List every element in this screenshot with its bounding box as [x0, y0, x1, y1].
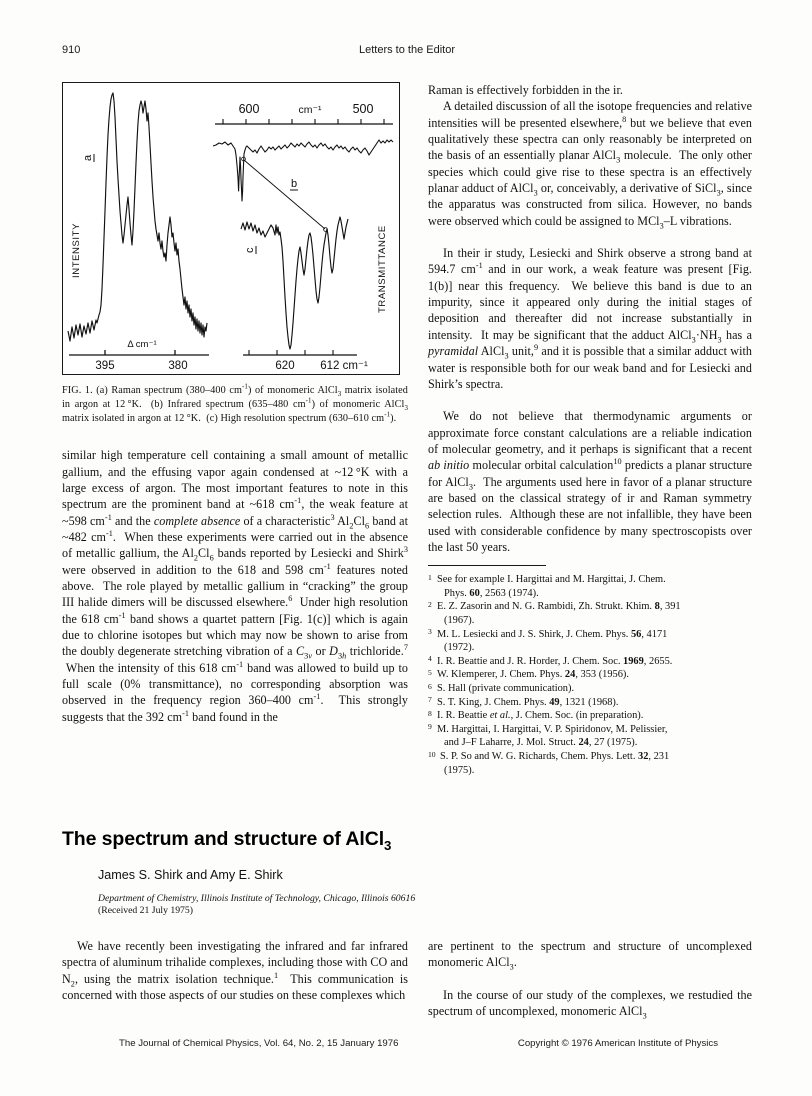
article-received-date: (Received 21 July 1975) — [98, 905, 193, 916]
references-list — [428, 573, 752, 777]
reference-item: 8 I. R. Beattie et al., J. Chem. Soc. (in preparation). — [428, 708, 644, 722]
reference-item: 5 W. Klemperer, J. Chem. Phys. 24, 353 (1956). — [428, 667, 629, 681]
paragraph-raman-forbidden: Raman is effectively forbidden in the ir. — [428, 83, 623, 97]
reference-number: 5 — [428, 667, 432, 677]
reference-number: 7 — [428, 695, 432, 705]
footer-journal-line: The Journal of Chemical Physics, Vol. 64, No. 2, 15 January 1976 — [119, 1038, 399, 1049]
reference-number: 3 — [428, 627, 432, 637]
raman-tick-395: 395 — [95, 360, 115, 372]
reference-number: 9 — [428, 722, 432, 732]
left-column — [62, 82, 408, 725]
raman-tick-380: 380 — [168, 360, 188, 372]
paragraph-detailed-discussion: A detailed discussion of all the isotope frequencies and relative intensities will be presented elsewhere,$^8$ but we believe that even qualitatively these spectra can only reasonably be interpreted on the basis of an essentially planar AlCl$_3$ molecule. The only other species which could give rise to these spectra is an effectively planar adduct of AlCl$_3$ or, conceivably, a derivative of SiCl$_3$, since the apparatus was constructed from silica. However, no bands were observed which could be assigned to MCl$_3$–L vibrations. — [428, 99, 753, 231]
reference-number: 4 — [428, 654, 432, 664]
paragraph-continuation: similar high temperature cell containing a small amount of metallic gallium, and the effusing vapor again condensed at ~12 °K with a large excess of argon. The most important features to note in this spectrum are the prominent band at ~618 $cm^{-1}$, the weak feature at ~598 $cm^{-1}$ and the complete absence of a characteristic$^3$ $Al_2Cl_6$ band at ~482 $cm^{-1}$. When these experiments were carried out in the absence of metallic gallium, the $Al_2Cl_6$ bands reported by Lesiecki and Shirk$^3$ were observed in addition to the 618 and 598 $cm^{-1}$ features noted above. The role played by metallic gallium in “cracking” the group III halide dimers will be discussed elsewhere.$^6$ Under high resolution the 618 $cm^{-1}$ band shows a quartet pattern [Fig. 1(c)] which is again due to chlorine isotopes but which may now be shown to arise from the doubly degenerate stretching vibration of a $C_{3v}$ or $D_{3h}$ trichloride.$^7$ When the intensity of this 618 $cm^{-1}$ band was allowed to build up to full scale (0% transmittance), no corresponding absorption was observed in the frequency region 360–400 $cm^{-1}$. This strongly suggests that the 392 $cm^{-1}$ band found in the — [62, 448, 408, 724]
svg-text:c: c — [244, 247, 256, 253]
reference-number: 10 — [428, 749, 436, 759]
ir-tick-600: 600 — [238, 102, 260, 116]
intensity-axis-label: INTENSITY — [71, 222, 82, 278]
reference-item: 2 E. Z. Zasorin and N. G. Rambidi, Zh. Strukt. Khim. 8, 391 (1967). — [428, 599, 681, 627]
reference-item: 9 M. Hargittai, I. Hargittai, V. P. Spiridonov, M. Pelissier, and J–F Laharre, J. Mol. Struct. 24, 27 (1975). — [428, 722, 668, 749]
reference-item: 10 S. P. So and W. G. Richards, Chem. Phys. Lett. 32, 231 (1975). — [428, 749, 670, 776]
reference-number: 6 — [428, 681, 432, 691]
reference-item: 6 S. Hall (private communication). — [428, 681, 575, 695]
article2-paragraph-intro: We have recently been investigating the infrared and far infrared spectra of aluminum trihalide complexes, including those with CO and $N_2$, using the matrix isolation technique.$^1$ This communication is concerned with those aspects of our studies on these complexes which — [62, 939, 408, 1003]
running-head-title: Letters to the Editor — [359, 44, 455, 56]
reference-number: 1 — [428, 572, 432, 582]
reference-item: 7 S. T. King, J. Chem. Phys. 49, 1321 (1968). — [428, 695, 619, 708]
reference-item: 3 M. L. Lesiecki and J. S. Shirk, J. Chem. Phys. 56, 4171 (1972). — [428, 627, 668, 654]
reference-number: 8 — [428, 708, 432, 718]
paragraph-thermodynamic: We do not believe that thermodynamic arguments or approximate force constant calculations are a reliable indication of molecular geometry, and it perhaps is significant that a recent ab initio molecular orbital calculation$^{10}$ predicts a planar structure for AlCl$_3$. The arguments used here in favor of a planar structure are based on the classical strategy of ir and Raman symmetry selection rules. Although these are not infallible, they have been used with considerable confidence by many spectroscopists over the last 50 years. — [428, 409, 752, 554]
svg-text:b: b — [290, 178, 298, 190]
ir-units-label: cm⁻¹ — [298, 104, 322, 116]
hires-tick-612: 612 cm⁻¹ — [320, 360, 368, 372]
page-number: 910 — [62, 44, 81, 56]
article-authors: James S. Shirk and Amy E. Shirk — [98, 868, 283, 882]
transmittance-axis-label: TRANSMITTANCE — [377, 225, 388, 313]
article-affiliation: Department of Chemistry, Illinois Institute of Technology, Chicago, Illinois 60616 — [98, 893, 416, 904]
paragraph-ir-study: In their ir study, Lesiecki and Shirk observe a strong band at 594.7 $cm^{-1}$ and in our work, a weak feature was present [Fig. 1(b)] near this frequency. We believe this band is due to an impurity, since it appeared only during the initial stages of deposition and thereafter did not increase substantially in intensity. It may be significant that the adduct $AlCl_3\cdot NH_3$ has a pyramidal AlCl$_3$ unit,$^9$ and it is possible that a similar adduct with water is responsible both for our weak band and for Lesiecki and Shirk’s spectra. — [428, 246, 752, 391]
raman-axis-units: Δ cm⁻¹ — [127, 339, 157, 350]
left-column-body — [62, 447, 408, 725]
article2-paragraph-course: In the course of our study of the complexes, we restudied the spectrum of uncomplexed, monomeric AlCl$_3$ — [428, 987, 752, 1021]
reference-item: 1 See for example I. Hargittai and M. Hargittai, J. Chem. Phys. 60, 2563 (1974). — [428, 572, 666, 599]
article-header — [62, 828, 752, 916]
footer-copyright: Copyright © 1976 American Institute of Physics — [517, 1038, 718, 1049]
references-rule — [428, 565, 546, 566]
ir-tick-500: 500 — [352, 102, 374, 116]
figure-panel-label-b — [290, 178, 298, 190]
hires-tick-620: 620 — [275, 360, 295, 372]
running-head — [62, 44, 752, 60]
article2-paragraph-pertinent: are pertinent to the spectrum and structure of uncomplexed monomeric AlCl$_3$. — [428, 939, 752, 972]
page-footer — [62, 1038, 752, 1052]
reference-number: 2 — [428, 599, 432, 609]
article2-left-column — [62, 938, 408, 1003]
figure-panel-label-a — [82, 154, 94, 162]
article-title: The spectrum and structure of AlCl$_3$ — [62, 828, 392, 853]
right-column-body — [428, 82, 752, 555]
article2-right-column — [428, 938, 752, 1019]
figure-1 — [62, 82, 400, 375]
right-column — [428, 82, 752, 777]
figure-1-plot — [63, 83, 399, 374]
reference-item: 4 I. R. Beattie and J. R. Horder, J. Chem. Soc. 1969, 2655. — [428, 654, 673, 667]
figure-1-caption: FIG. 1. (a) Raman spectrum (380–400 $cm^{-1}$) of monomeric AlCl$_3$ matrix isolated in argon at 12 °K. (b) Infrared spectrum (635–480 $cm^{-1}$) of monomeric AlCl$_3$ matrix isolated in argon at 12 °K. (c) High resolution spectrum (630–610 $cm^{-1}$). — [62, 383, 408, 425]
svg-text:a: a — [82, 154, 94, 161]
